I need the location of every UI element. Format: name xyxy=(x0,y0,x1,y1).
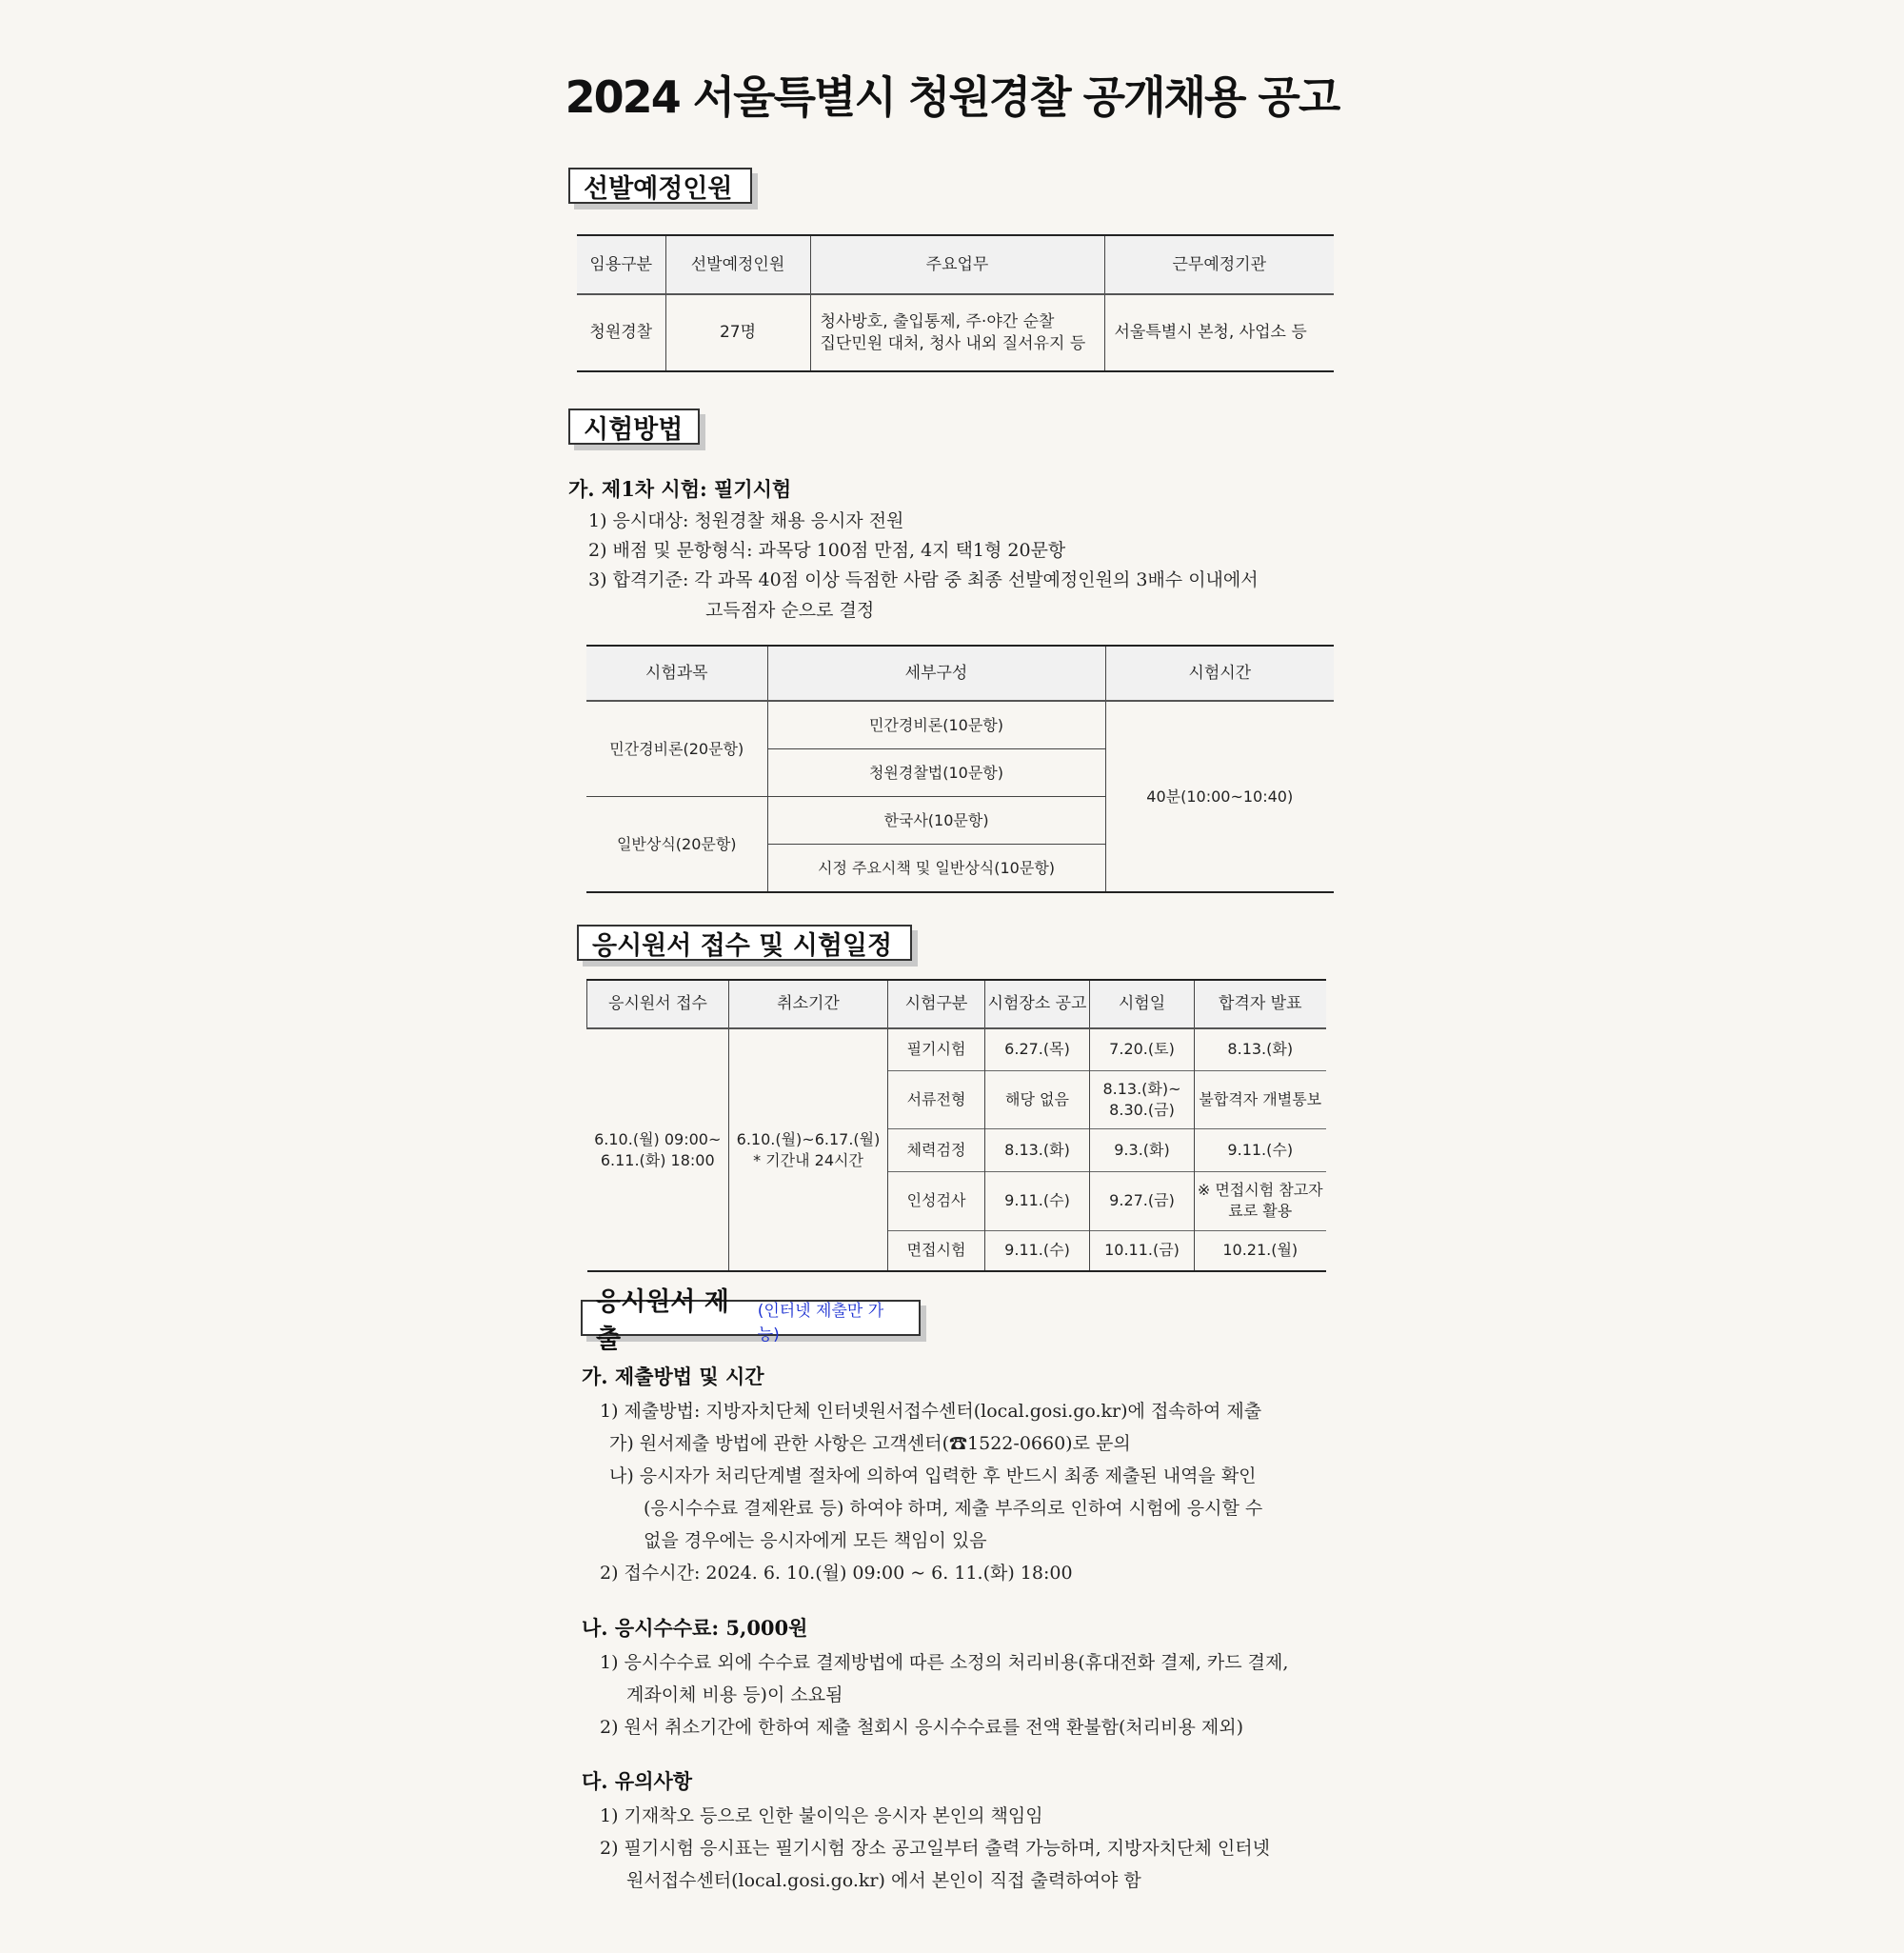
notice-line: 1) 기재착오 등으로 인한 불이익은 응시자 본인의 책임임 xyxy=(600,1805,1043,1826)
result-date: ※ 면접시험 참고자료로 활용 xyxy=(1195,1171,1326,1230)
exam-time-cell: 40분(10:00~10:40) xyxy=(1105,701,1334,892)
apply-period-cell xyxy=(587,1028,729,1271)
method-item: 1) 응시대상: 청원경찰 채용 응시자 전원 xyxy=(588,510,904,531)
section-label-text: 응시원서 접수 및 시험일정 xyxy=(592,930,893,961)
exam-date: 7.20.(토) xyxy=(1090,1028,1195,1070)
submit-line: (응시수수료 결제완료 등) 하여야 하며, 제출 부주의로 인하여 시험에 응시할 수 xyxy=(644,1498,1263,1519)
header-cell: 시험일 xyxy=(1090,980,1195,1028)
section-label-text: 시험방법 xyxy=(584,414,684,445)
method-item: 3) 합격기준: 각 과목 40점 이상 득점한 사람 중 최종 선발예정인원의 3배수 이내에서 xyxy=(588,569,1259,590)
header-cell: 취소기간 xyxy=(729,980,888,1028)
employment-type: 청원경찰 xyxy=(589,323,653,343)
result-date: 10.21.(월) xyxy=(1195,1230,1326,1271)
header-cell: 시험구분 xyxy=(888,980,985,1028)
submit-heading-da: 다. 유의사항 xyxy=(582,1769,693,1793)
work-agency: 서울특별시 본청, 사업소 등 xyxy=(1104,294,1334,371)
section-label-method xyxy=(568,409,700,445)
exam-date: 9.3.(화) xyxy=(1090,1128,1195,1171)
result-date: 9.11.(수) xyxy=(1195,1128,1326,1171)
exam-date: 10.11.(금) xyxy=(1090,1230,1195,1271)
submit-line: 가) 원서제출 방법에 관한 사항은 고객센터(☎1522-0660)로 문의 xyxy=(609,1433,1131,1454)
section-label-text: 응시원서 제출 xyxy=(596,1287,729,1354)
submit-line: 2) 접수시간: 2024. 6. 10.(월) 09:00 ~ 6. 11.(화) 18:00 xyxy=(600,1563,1073,1584)
exam-date: 9.27.(금) xyxy=(1090,1171,1195,1230)
section-label-schedule xyxy=(577,925,912,961)
detail-cell: 시정 주요시책 및 일반상식(10문항) xyxy=(767,845,1105,893)
recruit-table xyxy=(577,234,1334,372)
header-cell: 세부구성 xyxy=(767,646,1105,701)
apply-period-line: 6.11.(화) 18:00 xyxy=(600,1150,715,1169)
header-cell: 시험시간 xyxy=(1105,646,1334,701)
duty-line: 집단민원 대처, 청사 내외 질서유지 등 xyxy=(820,333,1086,353)
exam-type: 서류전형 xyxy=(888,1070,985,1128)
header-cell: 주요업무 xyxy=(810,235,1104,294)
section-label-text: 선발예정인원 xyxy=(584,173,733,204)
header-cell: 합격자 발표 xyxy=(1195,980,1326,1028)
result-date: 불합격자 개별통보 xyxy=(1195,1070,1326,1128)
header-cell: 임용구분 xyxy=(577,235,665,294)
table-row xyxy=(586,701,1334,749)
fee-line: 계좌이체 비용 등)이 소요됨 xyxy=(626,1684,843,1705)
venue-notice: 해당 없음 xyxy=(985,1070,1090,1128)
fee-line: 2) 원서 취소기간에 한하여 제출 철회시 응시수수료를 전액 환불함(처리비용 제외) xyxy=(600,1717,1244,1738)
method-heading: 가. 제1차 시험: 필기시험 xyxy=(568,477,792,501)
cancel-period-line: * 기간내 24시간 xyxy=(753,1150,863,1169)
submit-heading-ga: 가. 제출방법 및 시간 xyxy=(582,1365,764,1388)
cancel-period-cell xyxy=(729,1028,888,1271)
submit-line: 없을 경우에는 응시자에게 모든 책임이 있음 xyxy=(644,1530,987,1551)
header-cell: 근무예정기관 xyxy=(1104,235,1334,294)
exam-type: 체력검정 xyxy=(888,1128,985,1171)
method-item-continued: 고득점자 순으로 결정 xyxy=(705,600,875,621)
exam-type: 인성검사 xyxy=(888,1171,985,1230)
main-duty xyxy=(810,294,1104,371)
table-row xyxy=(577,294,1334,371)
cancel-period-line: 6.10.(월)~6.17.(월) xyxy=(736,1129,881,1148)
venue-notice: 9.11.(수) xyxy=(985,1171,1090,1230)
schedule-table xyxy=(586,979,1326,1272)
detail-cell: 한국사(10문항) xyxy=(767,797,1105,845)
page-title: 2024 서울특별시 청원경찰 공개채용 공고 xyxy=(565,71,1339,123)
venue-notice: 6.27.(목) xyxy=(985,1028,1090,1070)
table-row xyxy=(587,1028,1326,1070)
subject-cell: 민간경비론(20문항) xyxy=(609,739,744,758)
venue-notice: 9.11.(수) xyxy=(985,1230,1090,1271)
notice-line: 2) 필기시험 응시표는 필기시험 장소 공고일부터 출력 가능하며, 지방자치단체 인터넷 xyxy=(600,1838,1270,1859)
section-label-note: (인터넷 제출만 가능) xyxy=(757,1302,884,1345)
venue-notice: 8.13.(화) xyxy=(985,1128,1090,1171)
header-cell: 선발예정인원 xyxy=(665,235,810,294)
result-date: 8.13.(화) xyxy=(1195,1028,1326,1070)
duty-line: 청사방호, 출입통제, 주·야간 순찰 xyxy=(820,311,1055,331)
exam-subject-table xyxy=(586,645,1334,893)
section-label-recruit xyxy=(568,168,752,204)
submit-heading-na: 나. 응시수수료: 5,000원 xyxy=(582,1616,808,1640)
recruit-count: 27명 xyxy=(665,294,810,371)
exam-type: 면접시험 xyxy=(888,1230,985,1271)
header-cell: 시험장소 공고 xyxy=(985,980,1090,1028)
apply-period-line: 6.10.(월) 09:00~ xyxy=(594,1129,722,1148)
fee-line: 1) 응시수수료 외에 수수료 결제방법에 따른 소정의 처리비용(휴대전화 결제, 카드 결제, xyxy=(600,1652,1289,1673)
exam-date: 8.13.(화)~ 8.30.(금) xyxy=(1090,1070,1195,1128)
method-item: 2) 배점 및 문항형식: 과목당 100점 만점, 4지 택1형 20문항 xyxy=(588,540,1066,561)
detail-cell: 청원경찰법(10문항) xyxy=(767,749,1105,797)
exam-type: 필기시험 xyxy=(888,1028,985,1070)
section-label-submit xyxy=(581,1287,921,1354)
subject-cell: 일반상식(20문항) xyxy=(586,797,767,893)
notice-line: 원서접수센터(local.gosi.go.kr) 에서 본인이 직접 출력하여야 함 xyxy=(626,1870,1141,1891)
header-cell: 응시원서 접수 xyxy=(587,980,729,1028)
header-cell: 시험과목 xyxy=(586,646,767,701)
submit-line: 1) 제출방법: 지방자치단체 인터넷원서접수센터(local.gosi.go.kr)에 접속하여 제출 xyxy=(600,1401,1262,1422)
submit-line: 나) 응시자가 처리단계별 절차에 의하여 입력한 후 반드시 최종 제출된 내역을 확인 xyxy=(609,1465,1257,1486)
detail-cell: 민간경비론(10문항) xyxy=(767,701,1105,749)
